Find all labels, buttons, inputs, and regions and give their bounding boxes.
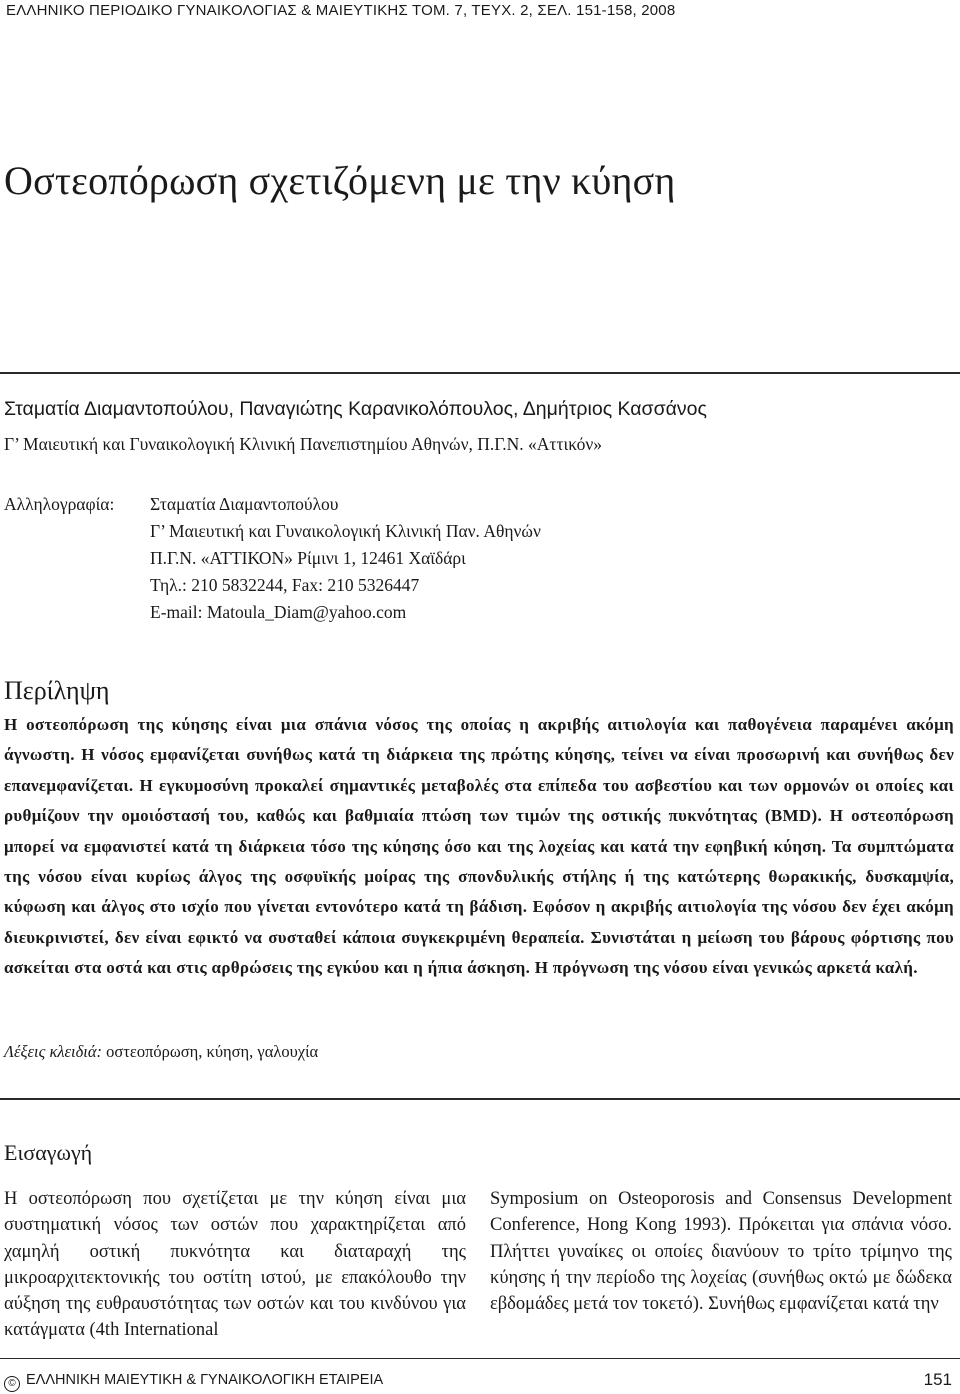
footer-publisher (4, 1372, 383, 1392)
page-number: 151 (923, 1370, 952, 1389)
keywords-label: Λέξεις κλειδιά: (4, 1042, 103, 1061)
keywords (4, 1042, 318, 1062)
correspondence-email: E-mail: Matoula_Diam@yahoo.com (150, 602, 407, 622)
introduction-heading: Εισαγωγή (4, 1140, 93, 1165)
copyright-icon: © (4, 1376, 20, 1392)
correspondence-name: Σταματία Διαμαντοπούλου (150, 494, 339, 514)
correspondence-clinic: Γ’ Μαιευτική και Γυναικολογική Κλινική Παν. Αθηνών (150, 521, 541, 541)
abstract-body: Η οστεοπόρωση της κύησης είναι μια σπάνια νόσος της οποίας η ακριβής αιτιολογία και παθογένεια παραμένει ακόμη άγνωστη. Η νόσος εμφανίζεται συνήθως κατά τη διάρκεια της πρώτης κύησης, τείνει να είναι προσωρινή και συνήθως δεν επανεμφανίζεται. Η εγκυμοσύνη προκαλεί σημαντικές μεταβολές στα επίπεδα του ασβεστίου και των ορμονών οι οποίες και ρυθμίζουν την ομοιόστασή του, καθώς και βαθμιαία πτώση των τιμών της οστικής πυκνότητας (BMD). Η οστεοπόρωση μπορεί να εμφανιστεί κατά τη διάρκεια τόσο της κύησης όσο και της λοχείας και κατά την εφηβική κύηση. Τα συμπτώματα της νόσου είναι κυρίως άλγος της οσφυϊκής μοίρας της σπονδυλικής στήλης ή της κατώτερης θωρακικής, δυσκαμψία, κύφωση και άλγος στο ισχίο που γίνεται εντονότερο κατά τη βάδιση. Εφόσον η ακριβής αιτιολογία της νόσου δεν έχει ακόμη διευκρινιστεί, δεν είναι εφικτό να συσταθεί κάποια συγκεκριμένη θεραπεία. Συνιστάται η μείωση του βάρους φόρτισης που ασκείται στα οστά και στις αρθρώσεις της εγκύου και η ήπια άσκηση. Η πρόγνωση της νόσου είναι γενικώς αρκετά καλή. (4, 715, 954, 978)
author-list: Σταματία Διαμαντοπούλου, Παναγιώτης Καρανικολόπουλος, Δημήτριος Κασσάνος (4, 398, 707, 420)
running-header: ΕΛΛΗΝΙΚΟ ΠΕΡΙΟΔΙΚΟ ΓΥΝΑΙΚΟΛΟΓΙΑΣ & ΜΑΙΕΥΤΙΚΗΣ ΤΟΜ. 7, ΤΕΥΧ. 2, ΣΕΛ. 151-158, 2008 (6, 2, 676, 19)
correspondence-phone: Τηλ.: 210 5832244, Fax: 210 5326447 (150, 575, 420, 595)
affiliation: Γ’ Μαιευτική και Γυναικολογική Κλινική Πανεπιστημίου Αθηνών, Π.Γ.Ν. «Αττικόν» (4, 434, 603, 454)
introduction-right-column: Symposium on Osteoporosis and Consensus Development Conference, Hong Kong 1993). Πρόκειται για σπάνια νόσο. Πλήττει γυναίκες οι οποίες διανύουν το τρίτο τρίμηνο της κύησης ή την περίοδο της λοχείας (συνήθως οκτώ με δώδεκα εβδομάδες μετά τον τοκετό). Συνήθως εμφανίζεται κατά την (490, 1189, 952, 1315)
section-divider (0, 1098, 960, 1100)
introduction-left-column: Η οστεοπόρωση που σχετίζεται με την κύηση είναι μια συστηματική νόσος των οστών που χαρακτηρίζεται από χαμηλή οστική πυκνότητα και διαταραχή της μικροαρχιτεκτονικής του οστίτη ιστού, με επακόλουθο την αύξηση της ευθραυστότητας των οστών και του κινδύνου για κατάγματα (4th International (4, 1189, 466, 1341)
keywords-list: οστεοπόρωση, κύηση, γαλουχία (106, 1042, 319, 1061)
title-divider (0, 372, 960, 374)
footer-divider (0, 1358, 960, 1359)
correspondence-label: Αλληλογραφία: (4, 494, 115, 514)
footer-publisher-name: ΕΛΛΗΝΙΚΗ ΜΑΙΕΥΤΙΚΗ & ΓΥΝΑΙΚΟΛΟΓΙΚΗ ΕΤΑΙΡΕΙΑ (26, 1372, 384, 1388)
article-title: Οστεοπόρωση σχετιζόμενη με την κύηση (4, 157, 676, 203)
correspondence-address: Π.Γ.Ν. «ΑΤΤΙΚΟΝ» Ρίμινι 1, 12461 Χαϊδάρι (150, 548, 466, 568)
abstract-heading: Περίληψη (4, 676, 110, 705)
